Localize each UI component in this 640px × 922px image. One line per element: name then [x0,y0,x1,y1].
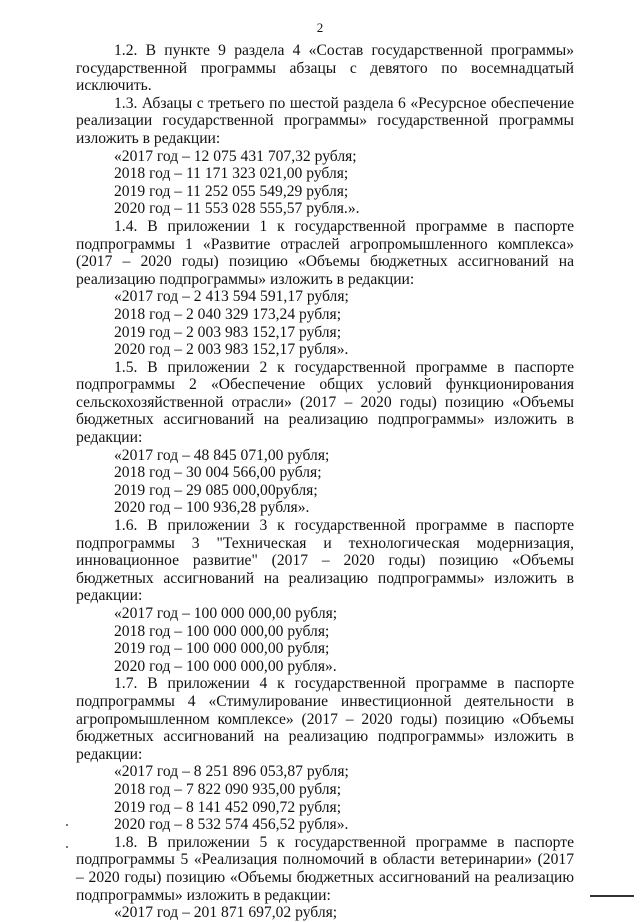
scan-speck [66,824,68,826]
paragraph: 1.8. В приложении 5 к государственной программе в паспорте подпрограммы 5 «Реализация полномочий в области ветеринарии» (2017 – 2020 годы) позицию «Объемы бюджетных ассигнований на реализацию подпрограммы» изложить в редакции: [76,833,574,904]
amount-line: «2017 год – 12 075 431 707,32 рубля; [114,147,357,165]
amount-line: 2019 год – 11 252 055 549,29 рубля; [114,182,349,200]
amount-line: 2020 год – 100 000 000,00 рубля». [114,657,337,675]
paragraph: 1.3. Абзацы с третьего по шестой раздела 6 «Ресурсное обеспечение реализации государственной программы» государственной программы изложить в редакции: [76,94,574,147]
amount-line: 2019 год – 8 141 452 090,72 рубля; [114,798,342,816]
paragraph: 1.7. В приложении 4 к государственной программе в паспорте подпрограммы 4 «Стимулирование инвестиционной деятельности в агропромышленном комплексе» (2017 – 2020 годы) позицию «Объемы бюджетных ассигнований на реализацию подпрограммы» изложить в редакции: [76,675,574,763]
amount-line: 2020 год – 2 003 983 152,17 рубля». [114,341,349,359]
paragraph: 1.6. В приложении 3 к государственной программе в паспорте подпрограммы 3 "Техническая и технологическая модернизация, инновационное развитие" (2017 – 2020 годы) позицию «Объемы бюджетных ассигнований на реализацию подпрограммы» изложить в редакции: [76,517,574,605]
amount-line: «2017 год – 100 000 000,00 рубля; [114,605,338,622]
amount-line: «2017 год – 8 251 896 053,87 рубля; [114,763,349,781]
amount-line: 2020 год – 11 553 028 555,57 рубля.». [114,200,360,218]
amount-line: 2020 год – 100 936,28 рубля». [114,499,310,517]
paragraph: 1.5. В приложении 2 к государственной программе в паспорте подпрограммы 2 «Обеспечение общих условий функционирования сельскохозяйственной отрасли» (2017 – 2020 годы) позицию «Объемы бюджетных ассигнований на реализацию подпрограммы» изложить в редакции: [76,358,574,447]
amount-line: 2018 год – 2 040 329 173,24 рубля; [114,305,342,323]
amount-line: 2018 год – 30 004 566,00 рубля; [114,464,322,482]
amount-line: «2017 год – 2 413 594 591,17 рубля; [114,288,349,306]
scan-speck [66,846,68,848]
amount-line: 2018 год – 100 000 000,00 рубля; [114,622,330,640]
amount-line: «2017 год – 48 845 071,00 рубля; [114,446,330,464]
amount-line: 2020 год – 8 532 574 456,52 рубля». [114,816,349,834]
document-body [76,42,574,922]
amount-line: «2017 год – 201 871 697,02 рубля; [114,904,338,922]
amount-line: 2019 год – 29 085 000,00рубля; [114,481,318,499]
paragraph: 1.4. В приложении 1 к государственной программе в паспорте подпрограммы 1 «Развитие отраслей агропромышленного комплекса» (2017 – 2020 годы) позицию «Объемы бюджетных ассигнований на реализацию подпрограммы» изложить в редакции: [76,217,574,288]
amount-line: 2018 год – 7 822 090 935,00 рубля; [114,780,342,798]
amount-line: 2019 год – 100 000 000,00 рубля; [114,640,330,658]
paragraph: 1.2. В пункте 9 раздела 4 «Состав государственной программы» государственной программы абзацы с девятого по восемнадцатый исключить. [76,42,574,95]
amount-line: 2018 год – 11 171 323 021,00 рубля; [114,165,349,183]
page-number: 2 [316,20,324,35]
scan-edge-mark [590,895,634,897]
amount-line: 2019 год – 2 003 983 152,17 рубля; [114,323,342,341]
